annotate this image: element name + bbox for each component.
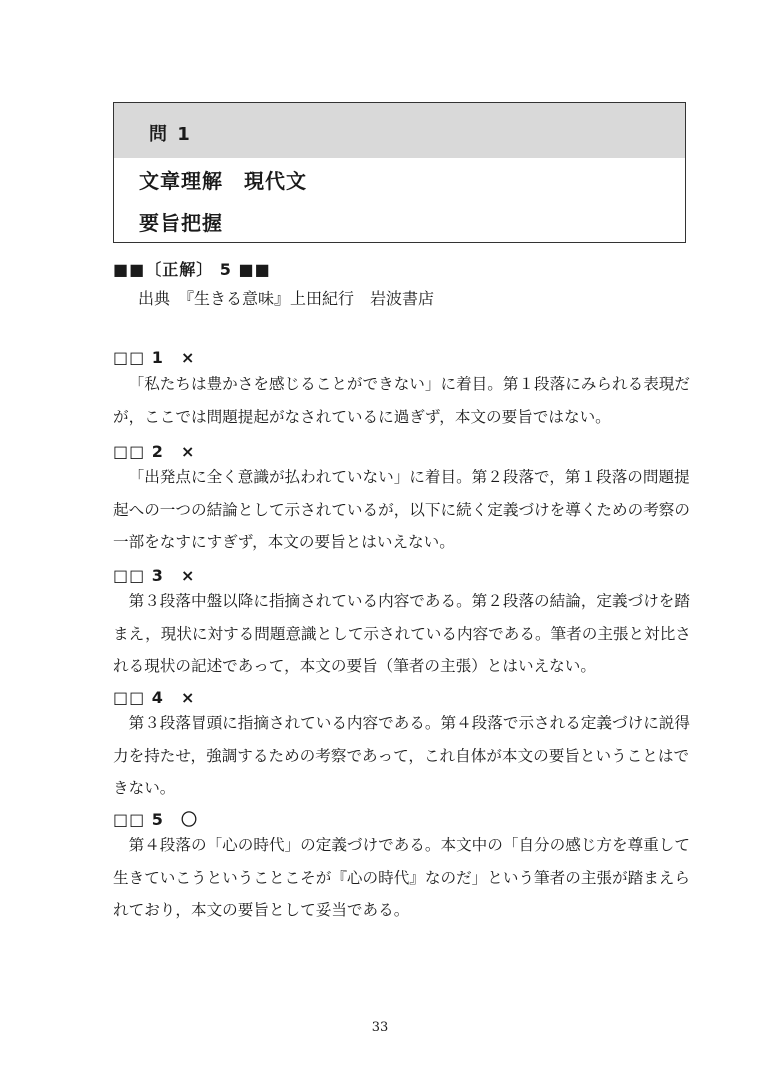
question-header-box	[113, 102, 686, 243]
option-3-header: □□ 3 ×	[113, 566, 196, 585]
option-2-header: □□ 2 ×	[113, 442, 196, 461]
subject-title: 文章理解 現代文	[139, 169, 307, 193]
option-4-explanation: 第３段落冒頭に指摘されている内容である。第４段落で示される定義づけに説得力を持たせ，強調するための考察であって，これ自体が本文の要旨ということはできない。	[113, 714, 690, 797]
correct-answer-line: ■■〔正解〕 5 ■■	[113, 260, 271, 279]
option-2-explanation: 「出発点に全く意識が払われていない」に着目。第２段落で，第１段落の問題提起への一つの結論として示されているが，以下に続く定義づけを導くための考察の一部をなすにすぎず，本文の要旨とはいえない。	[113, 468, 690, 551]
question-header-band	[114, 103, 685, 158]
question-label: 問 1	[149, 124, 192, 145]
option-3-explanation: 第３段落中盤以降に指摘されている内容である。第２段落の結論，定義づけを踏まえ，現状に対する問題意識として示されている内容である。筆者の主張と対比される現状の記述であって，本文の要旨（筆者の主張）とはいえない。	[113, 592, 691, 675]
option-5-explanation: 第４段落の「心の時代」の定義づけである。本文中の「自分の感じ方を尊重して生きていこうということこそが『心の時代』なのだ」という筆者の主張が踏まえられており，本文の要旨として妥当である。	[113, 836, 690, 919]
option-5-header: □□ 5 〇	[113, 810, 198, 829]
page-number: 33	[371, 1020, 389, 1035]
topic-title: 要旨把握	[139, 211, 223, 235]
option-1-header: □□ 1 ×	[113, 348, 196, 367]
option-4-header: □□ 4 ×	[113, 688, 196, 707]
source-citation: 出典 『生きる意味』上田紀行 岩波書店	[138, 289, 435, 308]
option-1-explanation: 「私たちは豊かさを感じることができない」に着目。第１段落にみられる表現だが，ここでは問題提起がなされているに過ぎず，本文の要旨ではない。	[113, 375, 690, 426]
